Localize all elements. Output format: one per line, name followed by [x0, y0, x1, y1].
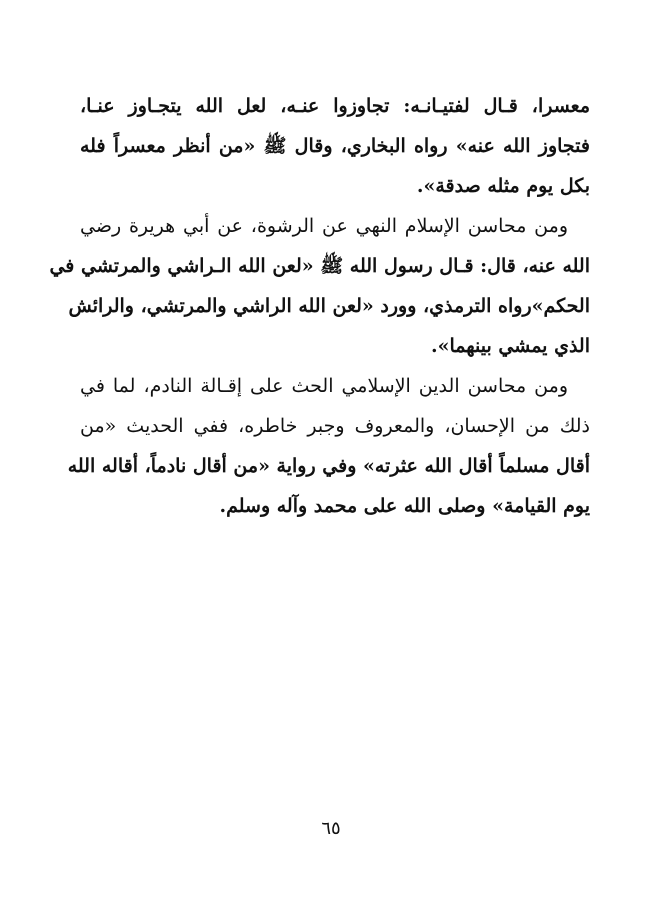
- text-line: معسرا، قـال لفتيـانـه: تجاوزوا عنـه، لعل الله يتجـاوز عنـا،: [80, 95, 590, 117]
- text-line: الذي يمشي بينهما».: [431, 335, 590, 357]
- text-line: ومن محاسن الدين الإسلامي الحث على إقـالة النادم، لما في: [80, 375, 568, 397]
- text-line: الحكم»رواه الترمذي، وورد «لعن الله الراشي والمرتشي، والرائش: [68, 295, 590, 317]
- text-line: ذلك من الإحسان، والمعروف وجبر خاطره، ففي الحديث «من: [80, 415, 590, 437]
- text-line: ومن محاسن الإسلام النهي عن الرشوة، عن أبي هريرة رضي: [80, 215, 568, 237]
- text-line: يوم القيامة» وصلى الله على محمد وآله وسلم.: [219, 495, 590, 517]
- text-line: أقال مسلماً أقال الله عثرته» وفي رواية «من أقال نادماً، أقاله الله: [67, 455, 590, 477]
- paragraph-3: [67, 366, 590, 526]
- text-line: الله عنه، قال: قـال رسول الله ﷺ «لعن الله الـراشي والمرتشي في: [49, 255, 590, 277]
- paragraph-2: [49, 206, 590, 366]
- text-line: بكل يوم مثله صدقة».: [416, 175, 590, 197]
- body-text: [49, 86, 590, 526]
- paragraph-1: [80, 86, 590, 206]
- text-line: فتجاوز الله عنه» رواه البخاري، وقال ﷺ «من أنظر معسراً فله: [80, 135, 590, 157]
- page-number: ٦٥: [321, 818, 341, 839]
